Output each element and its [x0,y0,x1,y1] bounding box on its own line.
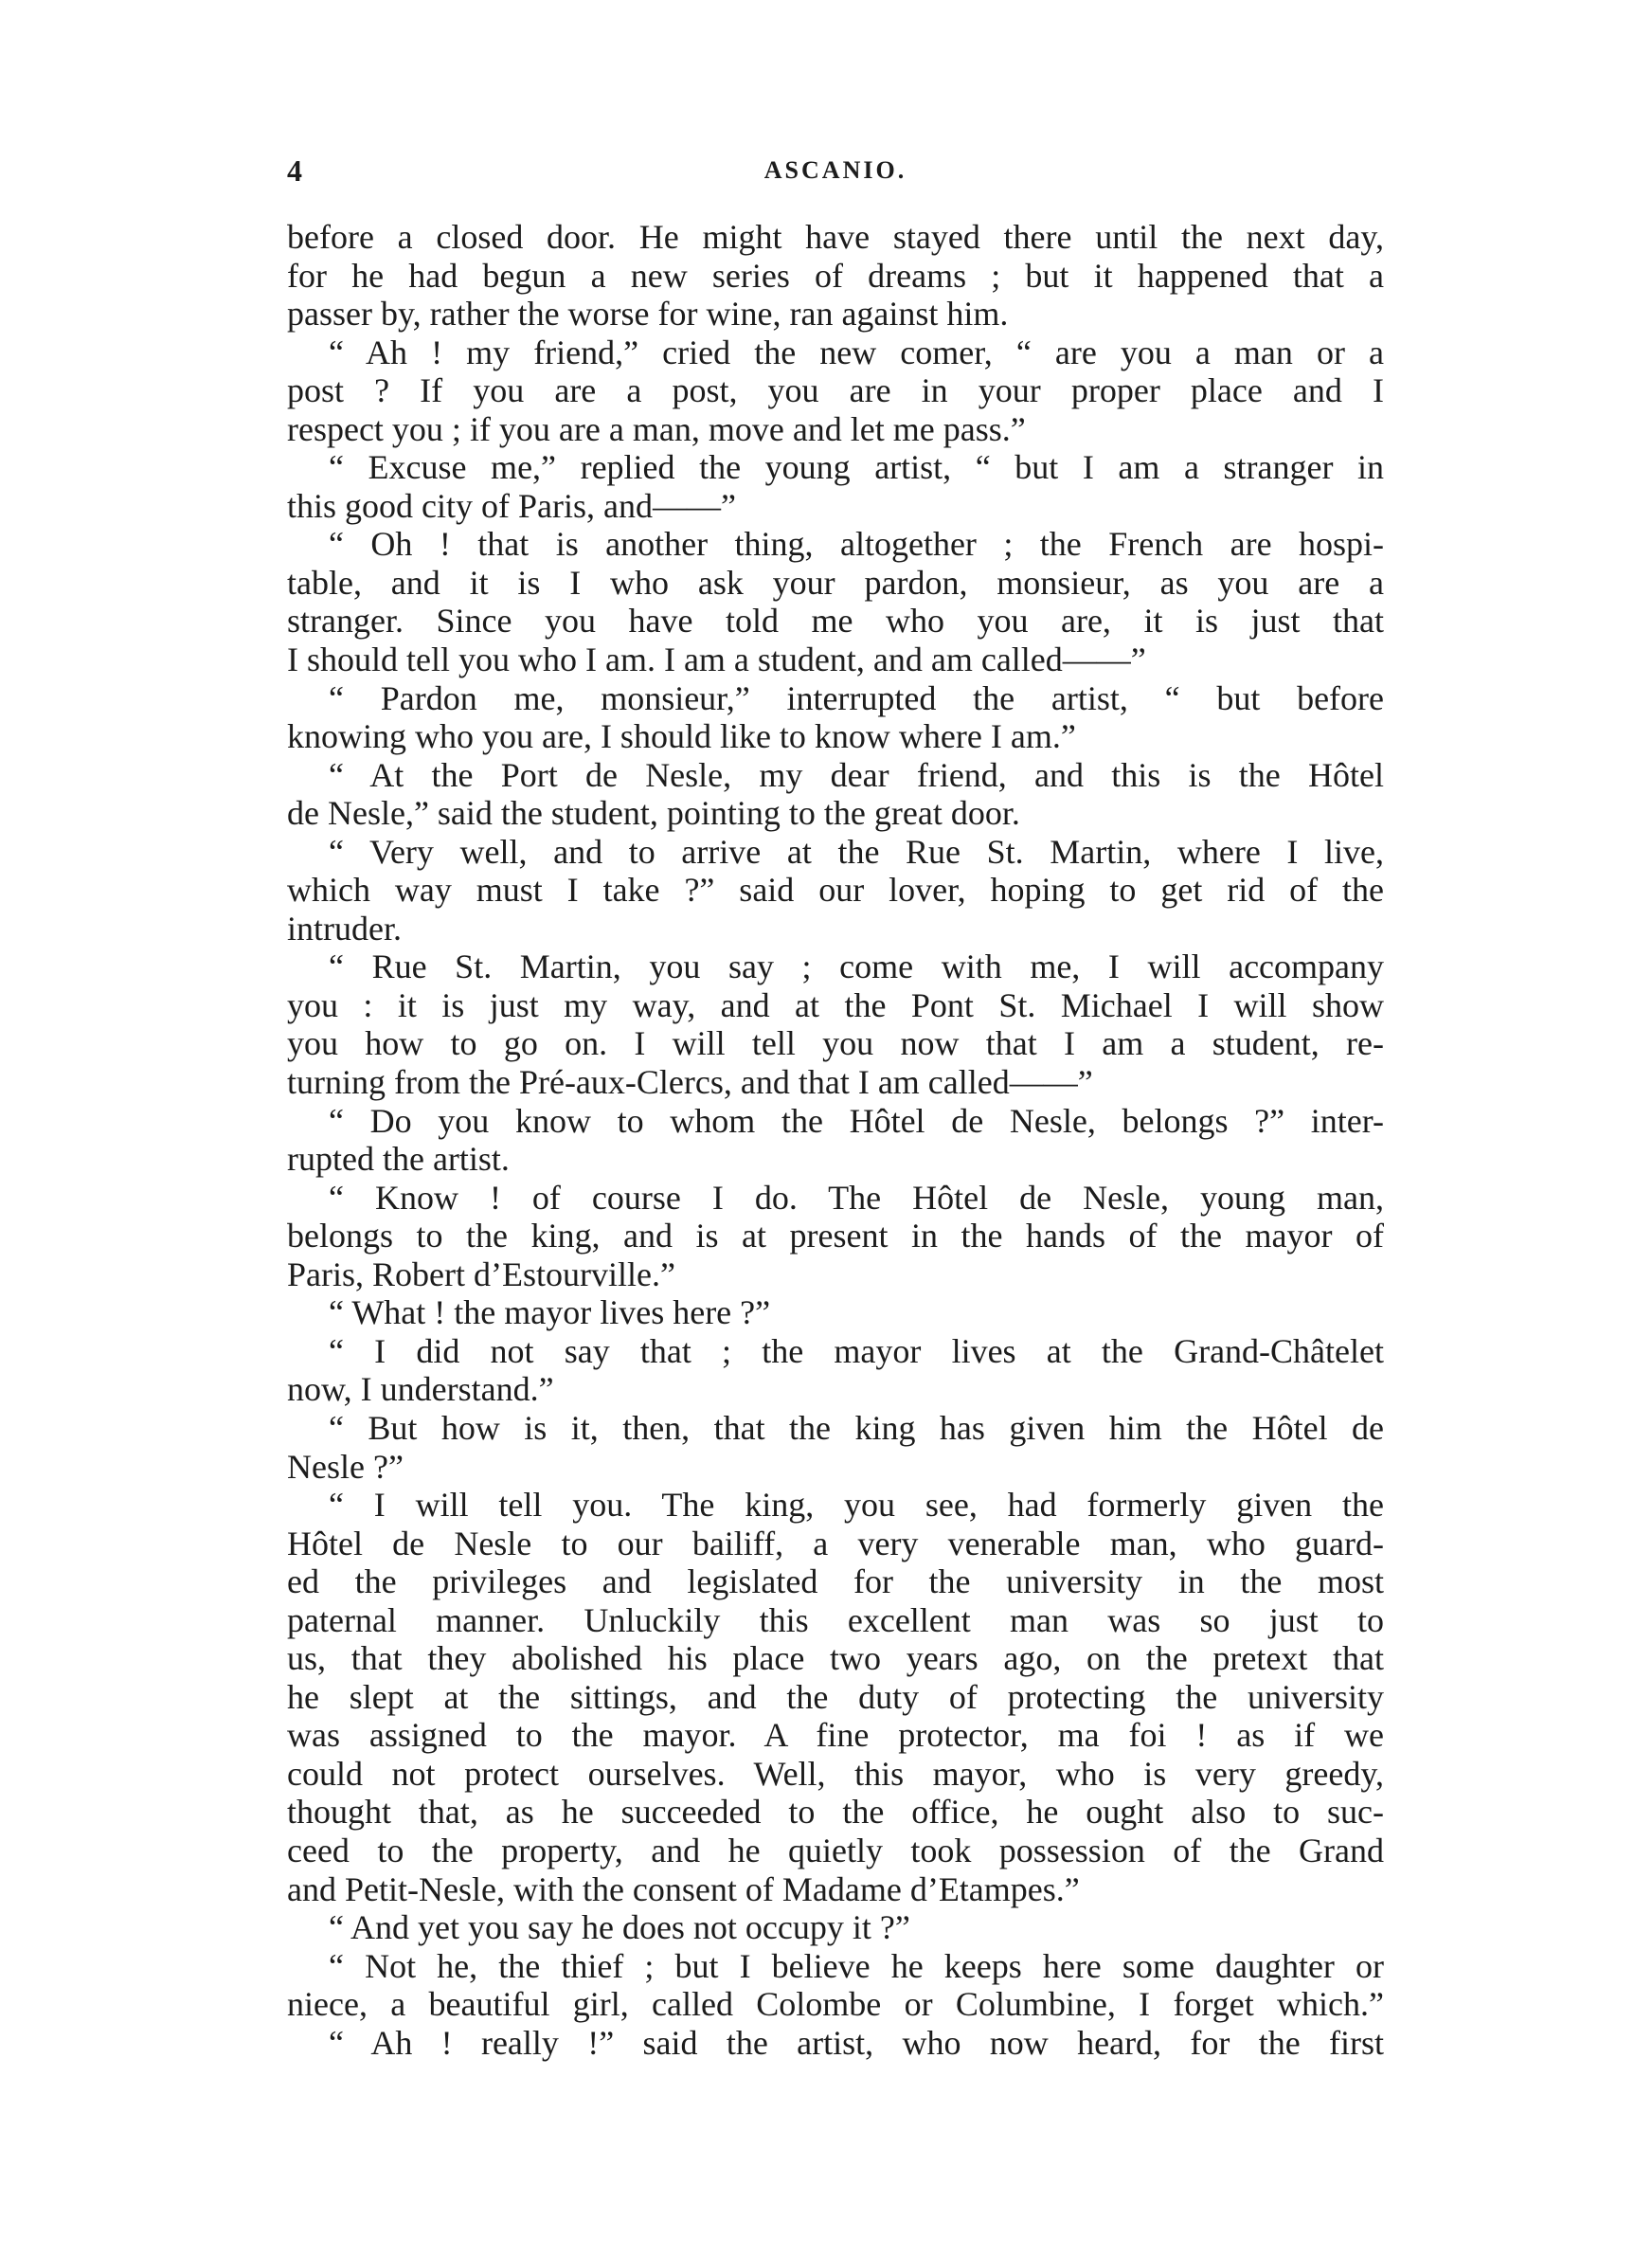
text-line: respect you ; if you are a man, move and let me pass.” [287,409,1026,448]
text-line: “ Ah ! really !” said the artist, who now heard, for the first [329,2023,1384,2062]
text-line: Nesle ?” [287,1447,404,1486]
text-line: “ Very well, and to arrive at the Rue St. Martin, where I live, [329,832,1384,871]
text-line: “ I did not say that ; the mayor lives at the Grand-Châtelet [329,1331,1384,1370]
text-line: ed the privileges and legislated for the university in the most [287,1562,1384,1601]
text-line: I should tell you who I am. I am a student, and am called——” [287,641,1146,679]
text-line: “ Not he, the thief ; but I believe he keeps here some daughter or [329,1946,1384,1985]
text-line: belongs to the king, and is at present in the hands of the mayor of [287,1217,1384,1255]
text-line: passer by, rather the worse for wine, ran against him. [287,295,1009,334]
text-line: “ Rue St. Martin, you say ; come with me, I will accompany [329,948,1384,986]
text-line: “ What ! the mayor lives here ?” [329,1293,771,1332]
text-line: intruder. [287,909,402,948]
text-line: Hôtel de Nesle to our bailiff, a very venerable man, who guard- [287,1524,1384,1562]
text-line: he slept at the sittings, and the duty of protecting the university [287,1677,1384,1716]
text-line: and Petit-Nesle, with the consent of Madame d’Etampes.” [287,1869,1080,1908]
text-line: “ Do you know to whom the Hôtel de Nesle, belongs ?” inter- [329,1101,1384,1140]
running-head: ASCANIO. [763,156,907,184]
text-line: “ I will tell you. The king, you see, had formerly given the [329,1486,1384,1525]
text-line: table, and it is I who ask your pardon, monsieur, as you are a [287,563,1384,602]
text-line: “ Pardon me, monsieur,” interrupted the artist, “ but before [329,678,1384,717]
text-line: ceed to the property, and he quietly took possession of the Grand [287,1831,1384,1869]
text-line: stranger. Since you have told me who you are, it is just that [287,602,1384,641]
text-line: paternal manner. Unluckily this excellent man was so just to [287,1600,1384,1639]
text-line: could not protect ourselves. Well, this mayor, who is very greedy, [287,1754,1384,1793]
text-line: “ Oh ! that is another thing, altogether ; the French are hospi- [329,525,1384,564]
text-line: before a closed door. He might have stayed there until the next day, [287,218,1384,256]
text-line: now, I understand.” [287,1370,554,1409]
text-line: was assigned to the mayor. A fine protector, ma foi ! as if we [287,1716,1384,1755]
text-line: “ Know ! of course I do. The Hôtel de Nesle, young man, [329,1178,1384,1217]
text-line: post ? If you are a post, you are in your proper place and I [287,371,1384,410]
text-line: you how to go on. I will tell you now that I am a student, re- [287,1024,1384,1063]
text-line: “ Ah ! my friend,” cried the new comer, “ are you a man or a [329,333,1384,371]
text-line: Paris, Robert d’Estourville.” [287,1255,675,1293]
text-line: rupted the artist. [287,1140,510,1179]
text-line: turning from the Pré-aux-Clercs, and that I am called——” [287,1063,1093,1102]
page-number: 4 [287,153,302,188]
text-line: de Nesle,” said the student, pointing to the great door. [287,794,1020,833]
text-line: you : it is just my way, and at the Pont St. Michael I will show [287,985,1384,1024]
text-line: this good city of Paris, and——” [287,486,736,525]
text-line: thought that, as he succeeded to the office, he ought also to suc- [287,1793,1384,1832]
text-line: which way must I take ?” said our lover, hoping to get rid of the [287,871,1384,910]
text-line: niece, a beautiful girl, called Colombe or Columbine, I forget which.” [287,1985,1384,2024]
text-line: “ At the Port de Nesle, my dear friend, and this is the Hôtel [329,755,1384,794]
body-text [287,218,1384,2062]
text-line: for he had begun a new series of dreams ; but it happened that a [287,256,1384,295]
text-line: “ And yet you say he does not occupy it ?” [329,1908,910,1947]
text-line: us, that they abolished his place two years ago, on the pretext that [287,1639,1384,1678]
text-line: knowing who you are, I should like to know where I am.” [287,717,1076,756]
page-header [287,150,1384,191]
text-line: “ But how is it, then, that the king has given him the Hôtel de [329,1408,1384,1447]
text-line: “ Excuse me,” replied the young artist, “ but I am a stranger in [329,448,1384,487]
